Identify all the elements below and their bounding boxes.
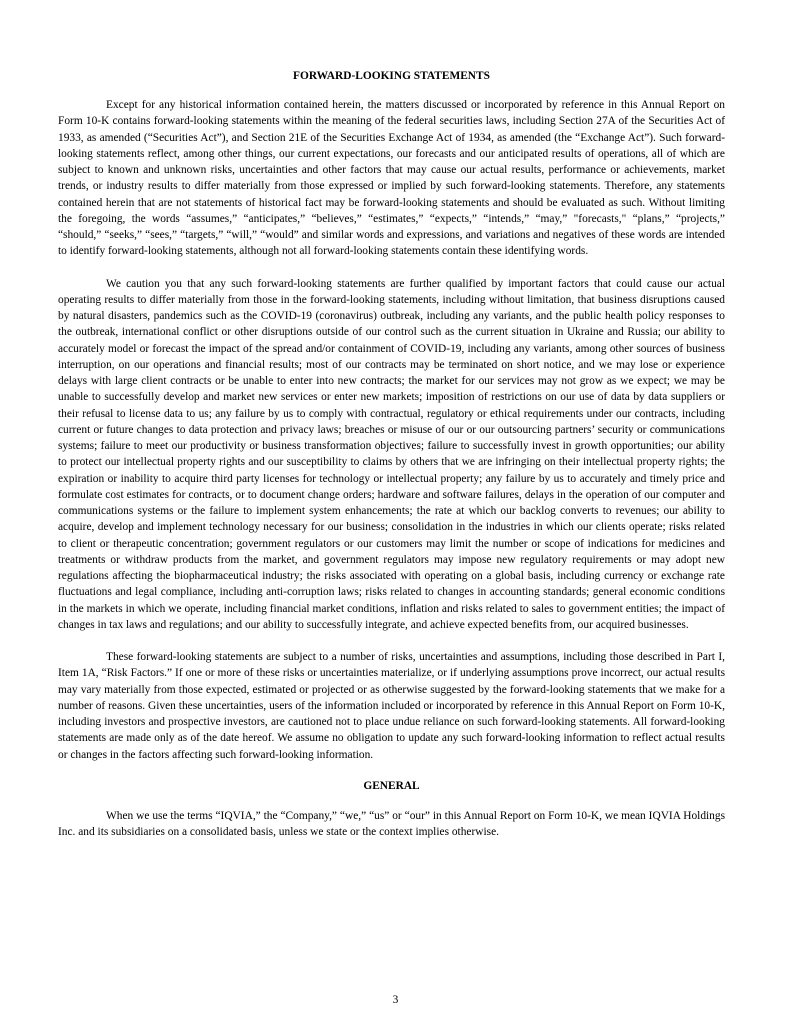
paragraph-risk-factors-caution: We caution you that any such forward-looking statements are further qualified by important factors that could cause our actual operating results to differ materially from those in the forward-looking statements, including without limitation, that business disruptions caused by natural disasters, pandemics such as the COVID-19 (coronavirus) outbreak, including any variants, and the public health policy responses to the outbreak, international conflict or other disruptions outside of our control such as the current situation in Ukraine and Russia; our ability to accurately model or forecast the impact of the spread and/or containment of COVID-19, including any variants, among other sources of business interruption, on our operations and financial results; most of our contracts may be terminated on short notice, and we may lose or experience delays with large client contracts or be unable to enter into new contracts; the market for our services may not grow as we expect; we may be unable to successfully develop and market new services or enter new markets; imposition of restrictions on our use of data by data suppliers or their refusal to license data to us; any failure by us to comply with contractual, regulatory or ethical requirements under our contracts, including current or future changes to data protection and privacy laws; breaches or misuse of our or our outsourcing partners’ security or communications systems; failure to meet our productivity or business transformation objectives; failure to successfully invest in growth opportunities; our ability to protect our intellectual property rights and our susceptibility to claims by others that we are infringing on their intellectual property rights; the expiration or inability to acquire third party licenses for technology or intellectual property; any failure by us to accurately and timely price and formulate cost estimates for contracts, or to document change orders; hardware and software failures, delays in the operation of our computer and communications systems or the failure to implement system enhancements; the rate at which our backlog converts to revenues; our ability to acquire, develop and implement technology necessary for our business; consolidation in the industries in which our clients operate; risks related to client or therapeutic concentration; government regulators or our customers may limit the number or scope of indications for medicines and treatments or withdraw products from the market, and government regulators may impose new regulatory requirements or may adopt new regulations affecting the biopharmaceutical industry; the risks associated with operating on a global basis, including currency or exchange rate fluctuations and legal compliance, including anti-corruption laws; risks related to changes in accounting standards; general economic conditions in the markets in which we operate, including financial market conditions, inflation and risks related to sales to government entities; the impact of changes in tax laws and regulations; and our ability to successfully integrate, and achieve expected benefits from, our acquired businesses. bbox=[58, 277, 725, 631]
page-number: 3 bbox=[392, 994, 399, 1006]
document-page bbox=[58, 68, 725, 841]
paragraph-general-terms: When we use the terms “IQVIA,” the “Company,” “we,” “us” or “our” in this Annual Report on Form 10-K, we mean IQVIA Holdings Inc. and its subsidiaries on a consolidated basis, unless we state or the context implies otherwise. bbox=[58, 810, 725, 839]
paragraph-forward-looking-intro: Except for any historical information contained herein, the matters discussed or incorporated by reference in this Annual Report on Form 10-K contains forward-looking statements within the meaning of the federal securities laws, including Section 27A of the Securities Act of 1933, as amended (“Securities Act”), and Section 21E of the Securities Exchange Act of 1934, as amended (the “Exchange Act”). Such forward-looking statements reflect, among other things, our current expectations, our forecasts and our anticipated results of operations, all of which are subject to known and unknown risks, uncertainties and other factors that may cause our actual results, performance or achievements, market trends, or industry results to differ materially from those expressed or implied by such forward-looking statements. Therefore, any statements contained herein that are not statements of historical fact may be forward-looking statements and should be evaluated as such. Without limiting the foregoing, the words “assumes,” “anticipates,” “believes,” “estimates,” “expects,” “intends,” “may,” "forecasts," “plans,” “projects,” “should,” “seeks,” “sees,” “targets,” “will,” “would” and similar words and expressions, and variations and negatives of these words are intended to identify forward-looking statements, although not all forward-looking statements contain these identifying words. bbox=[58, 99, 725, 258]
paragraph-uncertainties-disclaimer: These forward-looking statements are subject to a number of risks, uncertainties and assumptions, including those described in Part I, Item 1A, “Risk Factors.” If one or more of these risks or uncertainties materialize, or if underlying assumptions prove incorrect, our actual results may vary materially from those expected, estimated or projected or as otherwise suggested by the forward-looking statements that we make for a number of reasons. Given these uncertainties, users of the information included or incorporated by reference in this Annual Report on Form 10-K, including investors and prospective investors, are cautioned not to place undue reliance on such forward-looking statements. All forward-looking statements are made only as of the date hereof. We assume no obligation to update any such forward-looking information to reflect actual results or changes in the factors affecting such forward-looking information. bbox=[58, 651, 725, 761]
section-heading-general: GENERAL bbox=[363, 779, 420, 792]
section-heading-forward-looking-statements: FORWARD-LOOKING STATEMENTS bbox=[293, 70, 490, 82]
